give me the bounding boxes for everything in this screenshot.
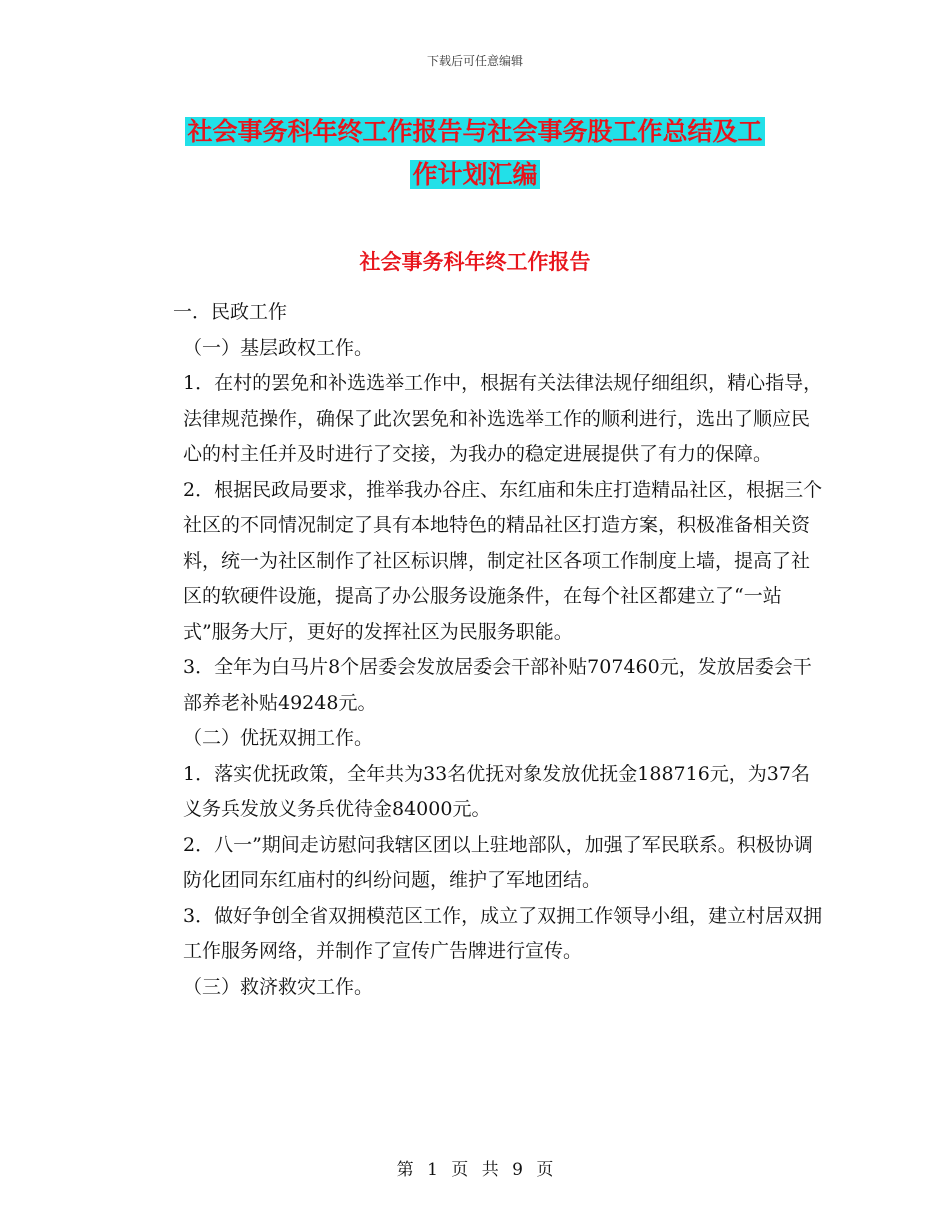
download-note: 下载后可任意编辑: [426, 54, 523, 68]
paragraph: 3．做好争创全省双拥模范区工作，成立了双拥工作领导小组，建立村居双拥工作服务网络，并制作了宣传广告牌进行宣传。: [183, 904, 823, 962]
paragraph: （二）优抚双拥工作。: [183, 727, 374, 749]
paragraph: 2．根据民政局要求，推举我办谷庄、东红庙和朱庄打造精品社区，根据三个社区的不同情况制定了具有本地特色的精品社区打造方案，积极准备相关资料，统一为社区制作了社区标识牌，制定社区各项工作制度上墙，提高了社区的软硬件设施，提高了办公服务设施条件，在每个社区都建立了“一站式”服务大厅，更好的发挥社区为民服务职能。: [183, 478, 823, 643]
paragraph: （一）基层政权工作。: [183, 336, 374, 359]
paragraph: （三）救济救灾工作。: [183, 975, 374, 998]
document-body: [143, 295, 823, 1005]
paragraph: 一．民政工作: [173, 301, 288, 323]
page-footer: 第 1 页 共 9 页: [396, 1160, 554, 1180]
document-title-line-2: 作计划汇编: [412, 160, 538, 189]
paragraph: 2．八一”期间走访慰问我辖区团以上驻地部队，加强了军民联系。积极协调防化团同东红庙村的纠纷问题，维护了军地团结。: [183, 833, 813, 891]
paragraph: 3．全年为白马片8个居委会发放居委会干部补贴707460元，发放居委会干部养老补贴49248元。: [183, 656, 812, 714]
paragraph: 1．落实优抚政策，全年共为33名优抚对象发放优抚金188716元，为37名义务兵发放义务兵优待金84000元。: [183, 762, 810, 820]
document-title-line-1: 社会事务科年终工作报告与社会事务股工作总结及工: [187, 117, 763, 146]
section-title: 社会事务科年终工作报告: [359, 250, 591, 274]
paragraph: 1．在村的罢免和补选选举工作中，根据有关法律法规仔细组织，精心指导，法律规范操作，确保了此次罢免和补选选举工作的顺利进行，选出了顺应民心的村主任并及时进行了交接，为我办的稳定进展提供了有力的保障。: [183, 372, 823, 465]
